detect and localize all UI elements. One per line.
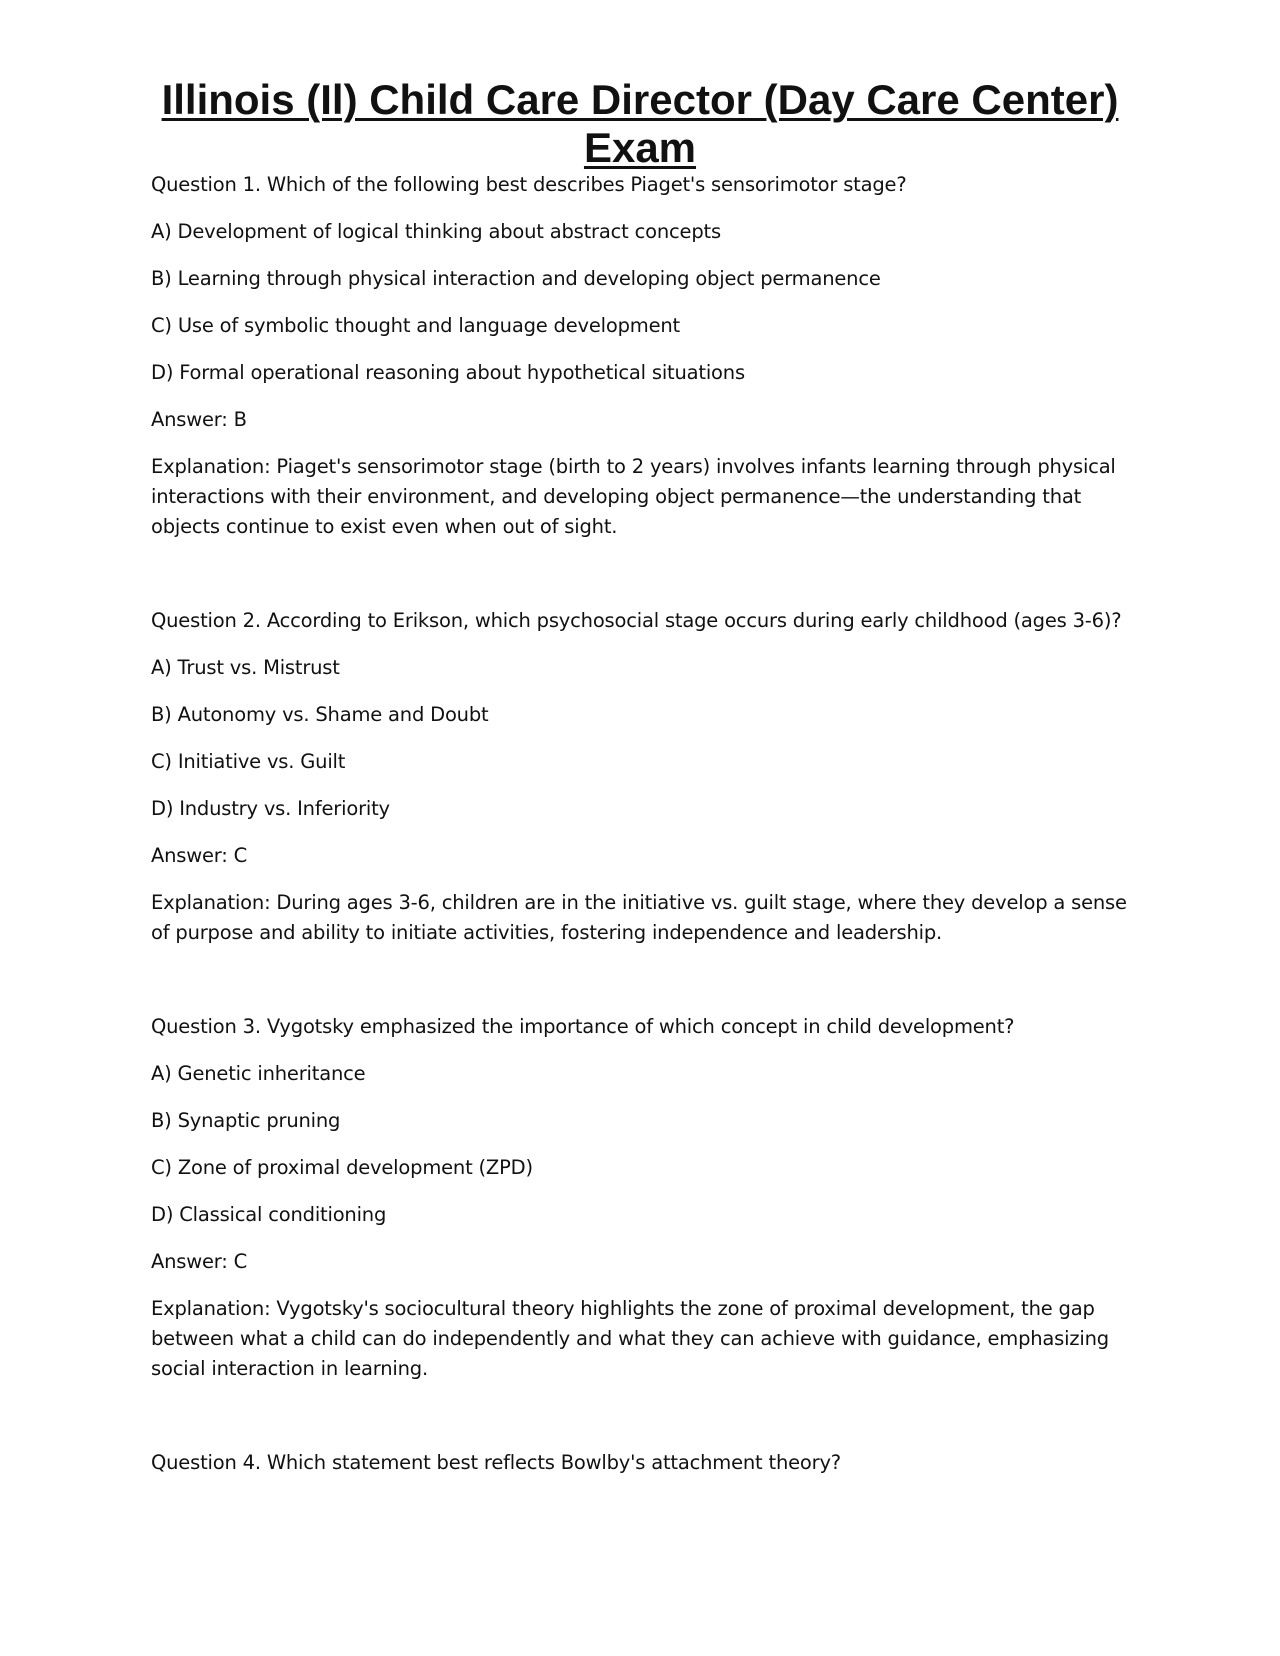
option-b: B) Synaptic pruning xyxy=(151,1109,341,1132)
exam-body xyxy=(151,170,1141,1495)
explanation-text: Explanation: Vygotsky's sociocultural theory highlights the zone of proximal development, the gap between what a child can do independently and what they can achieve with guidance, emphasizing social interaction in learning. xyxy=(151,1297,1109,1380)
question-text: Question 4. Which statement best reflects Bowlby's attachment theory? xyxy=(151,1451,841,1474)
option-b: B) Learning through physical interaction and developing object permanence xyxy=(151,267,881,290)
spacer xyxy=(151,542,1141,606)
page-title-continued: Exam xyxy=(583,124,697,171)
option-c: C) Initiative vs. Guilt xyxy=(151,750,346,773)
spacer xyxy=(151,1384,1141,1448)
question-text: Question 1. Which of the following best describes Piaget's sensorimotor stage? xyxy=(151,173,907,196)
answer-line: Answer: C xyxy=(151,844,248,867)
option-d: D) Industry vs. Inferiority xyxy=(151,797,390,820)
question-text: Question 2. According to Erikson, which psychosocial stage occurs during early childhood (ages 3-6)? xyxy=(151,609,1122,632)
question-4-block xyxy=(151,1448,1141,1478)
option-a: A) Development of logical thinking about abstract concepts xyxy=(151,220,721,243)
spacer xyxy=(151,948,1141,1012)
explanation-text: Explanation: Piaget's sensorimotor stage (birth to 2 years) involves infants learning through physical interactions with their environment, and developing object permanence—the understanding that objects continue to exist even when out of sight. xyxy=(151,455,1116,538)
option-d: D) Formal operational reasoning about hypothetical situations xyxy=(151,361,745,384)
answer-line: Answer: B xyxy=(151,408,247,431)
question-text: Question 3. Vygotsky emphasized the importance of which concept in child development? xyxy=(151,1015,1015,1038)
option-c: C) Use of symbolic thought and language development xyxy=(151,314,680,337)
answer-line: Answer: C xyxy=(151,1250,248,1273)
page-title: Illinois (Il) Child Care Director (Day Care Center) xyxy=(161,76,1119,123)
question-1-block xyxy=(151,170,1141,542)
option-a: A) Genetic inheritance xyxy=(151,1062,366,1085)
option-b: B) Autonomy vs. Shame and Doubt xyxy=(151,703,489,726)
option-c: C) Zone of proximal development (ZPD) xyxy=(151,1156,533,1179)
question-2-block xyxy=(151,606,1141,948)
option-a: A) Trust vs. Mistrust xyxy=(151,656,340,679)
option-d: D) Classical conditioning xyxy=(151,1203,387,1226)
explanation-text: Explanation: During ages 3-6, children are in the initiative vs. guilt stage, where they develop a sense of purpose and ability to initiate activities, fostering independence and leadership. xyxy=(151,891,1127,944)
question-3-block xyxy=(151,1012,1141,1384)
